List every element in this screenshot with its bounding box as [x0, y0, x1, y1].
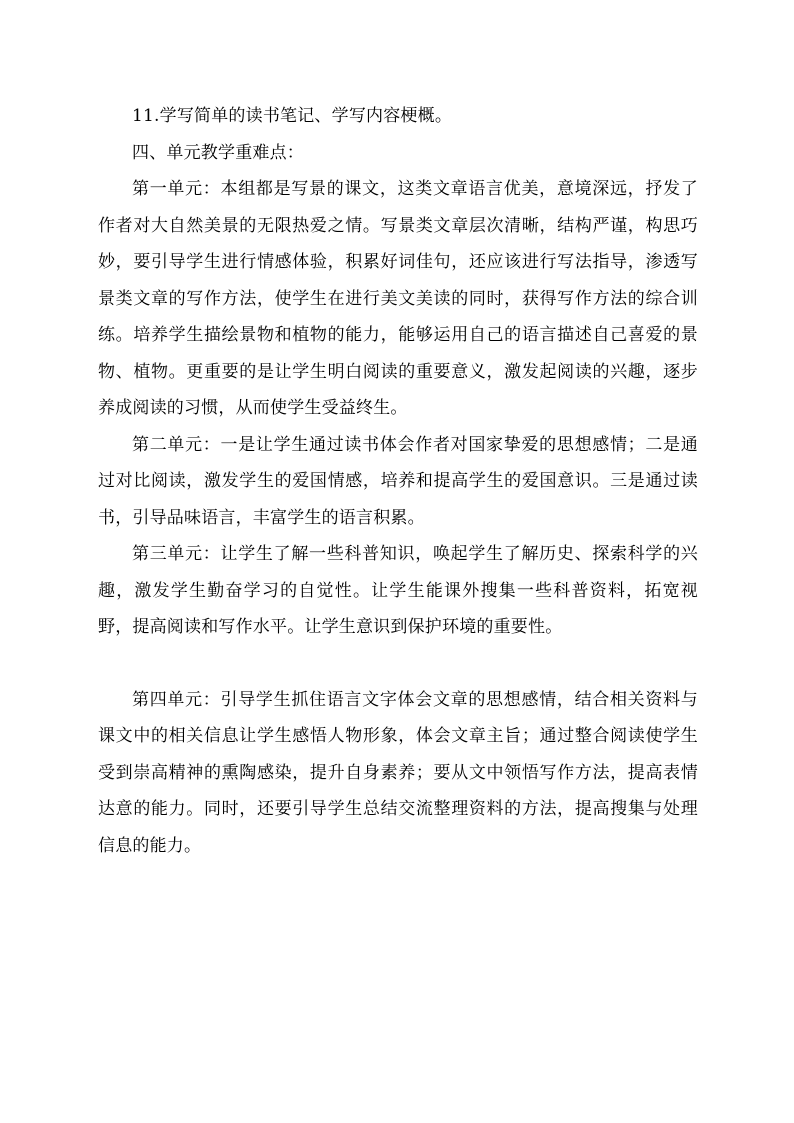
paragraph-unit-1: 第一单元：本组都是写景的课文，这类文章语言优美，意境深远，抒发了作者对大自然美景的无限热爱之情。写景类文章层次清晰，结构严谨，构思巧妙，要引导学生进行情感体验，积累好词佳句，还应该进行写法指导，渗透写景类文章的写作方法，使学生在进行美文美读的同时，获得写作方法的综合训练。培养学生描绘景物和植物的能力，能够运用自己的语言描述自己喜爱的景物、植物。更重要的是让学生明白阅读的重要意义，激发起阅读的兴趣，逐步养成阅读的习惯，从而使学生受益终生。	[98, 179, 698, 418]
paragraph-unit-4: 第四单元：引导学生抓住语言文字体会文章的思想感情，结合相关资料与课文中的相关信息让学生感悟人物形象，体会文章主旨；通过整合阅读使学生受到崇高精神的熏陶感染，提升自身素养；要从文中领悟写作方法，提高表情达意的能力。同时，还要引导学生总结交流整理资料的方法，提高搜集与处理信息的能力。	[98, 689, 698, 856]
document-body	[98, 98, 698, 864]
blank-line	[98, 646, 698, 682]
paragraph-item-11: 11.学写简单的读书笔记、学写内容梗概。	[132, 106, 453, 126]
section-heading-unit-difficulties: 四、单元教学重难点：	[132, 142, 304, 163]
paragraph-unit-2: 第二单元：一是让学生通过读书体会作者对国家挚爱的思想感情；二是通过对比阅读，激发学生的爱国情感，培养和提高学生的爱国意识。三是通过读书，引导品味语言，丰富学生的语言积累。	[98, 434, 698, 528]
paragraph-unit-3: 第三单元：让学生了解一些科普知识，唤起学生了解历史、探索科学的兴趣，激发学生勤奋学习的自觉性。让学生能课外搜集一些科普资料，拓宽视野，提高阅读和写作水平。让学生意识到保护环境的重要性。	[98, 544, 698, 637]
